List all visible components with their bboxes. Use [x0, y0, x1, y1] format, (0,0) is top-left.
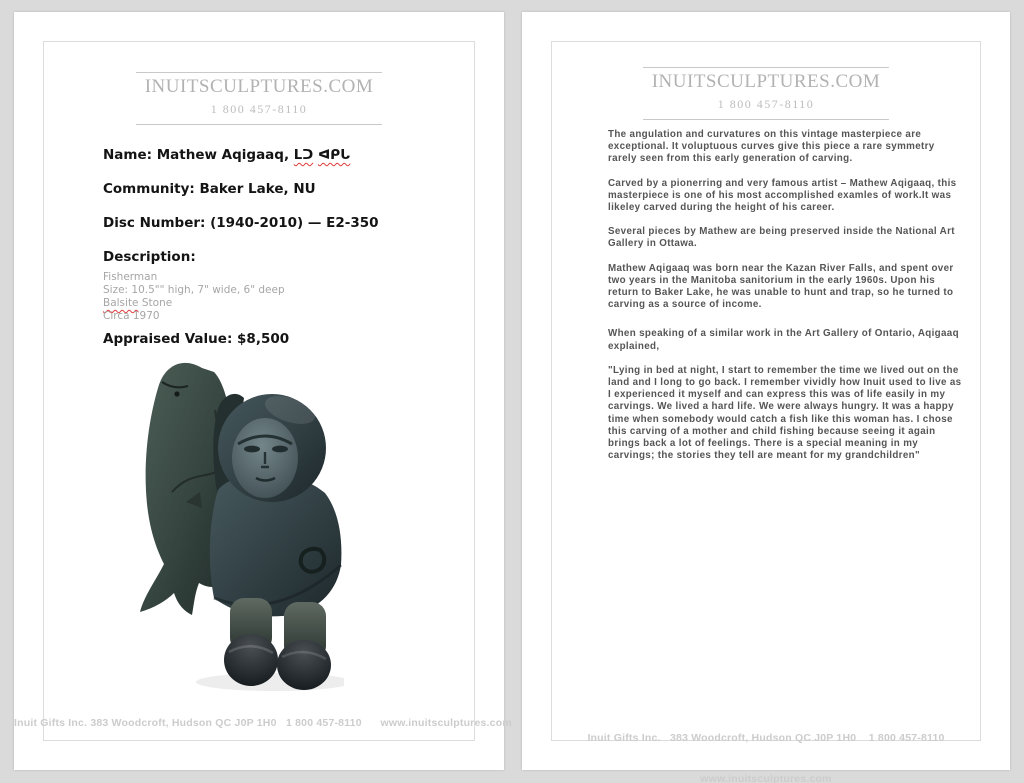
artist-biography	[608, 129, 966, 474]
name-syllabics-1: ᒪᑐ	[293, 147, 314, 163]
description-size: Size: 10.5"" high, 7" wide, 6" deep	[103, 284, 285, 296]
disc-number-field: Disc Number: (1940-2010) — E2-350	[103, 215, 379, 231]
community-field: Community: Baker Lake, NU	[103, 181, 316, 197]
appraised-value: Appraised Value: $8,500	[103, 331, 290, 347]
body-paragraph: The angulation and curvatures on this vintage masterpiece are exceptional. It voluptuous curves give this piece a rare symmetry rarely seen from this early generation of carving.	[608, 129, 935, 165]
description-circa: Circa 1970	[103, 310, 160, 322]
description-details	[103, 271, 468, 323]
description-material	[103, 297, 468, 310]
page-1	[14, 12, 512, 770]
body-paragraph: Mathew Aqigaaq was born near the Kazan River Falls, and spent over two years in the Manitoba sanitorium in the early 1960s. Upon his return to Baker Lake, he was unable to hunt and trap, so he turned to carving as a source of income.	[608, 262, 954, 311]
footer-address-line: Inuit Gifts Inc. 383 Woodcroft, Hudson QC J0P 1H0 1 800 457-8110	[587, 732, 945, 744]
certificate-fields	[103, 147, 468, 365]
name-field	[103, 147, 468, 163]
brand-phone: 1 800 457-8110	[210, 102, 308, 116]
brand-header	[136, 72, 382, 125]
name-text: Name: Mathew Aqigaaq,	[103, 147, 294, 163]
description-heading: Description:	[103, 249, 196, 265]
body-paragraph: Carved by a pionerring and very famous artist – Mathew Aqigaaq, this masterpiece is one of his most accomplished examles of work.It was likeley carved during the height of his career.	[608, 177, 957, 214]
brand-title: INUITSCULPTURES.COM	[144, 76, 374, 97]
name-syllabics-2: ᐊᑭᒐ	[317, 147, 351, 163]
description-material-word: Balsite	[103, 297, 139, 309]
brand-header	[643, 67, 889, 120]
footer-website: www.inuitsculptures.com	[700, 772, 832, 783]
page1-footer: Inuit Gifts Inc. 383 Woodcroft, Hudson QC J0P 1H0 1 800 457-8110 www.inuitsculptures.com	[14, 717, 512, 729]
description-title: Fisherman	[103, 271, 158, 283]
body-paragraph: Several pieces by Mathew are being preserved inside the National Art Gallery in Ottawa.	[608, 226, 955, 250]
body-paragraph: When speaking of a similar work in the Art Gallery of Ontario, Aqigaaq explained,	[608, 328, 959, 352]
brand-title: INUITSCULPTURES.COM	[651, 71, 881, 92]
page-2	[522, 12, 1010, 783]
brand-phone: 1 800 457-8110	[717, 97, 815, 111]
description-material-rest: Stone	[138, 297, 173, 309]
artist-quote: "Lying in bed at night, I start to remember the time we lived out on the land and I long to go back. I remember vividly how Inuit used to live as I experienced it myself and can express this was of life easily in my carvings. We lived a hard life. We were always hungry. It was a happy time when somebody would catch a fish like this woman has. I chose this carving of a mother and child fishing because seeing it again brings back a lot of feelings. There is a special meaning in my carvings; the stories they tell are meant for my grandchildren"	[608, 364, 962, 462]
page2-footer	[522, 705, 1010, 783]
sculpture-photo	[114, 352, 344, 697]
